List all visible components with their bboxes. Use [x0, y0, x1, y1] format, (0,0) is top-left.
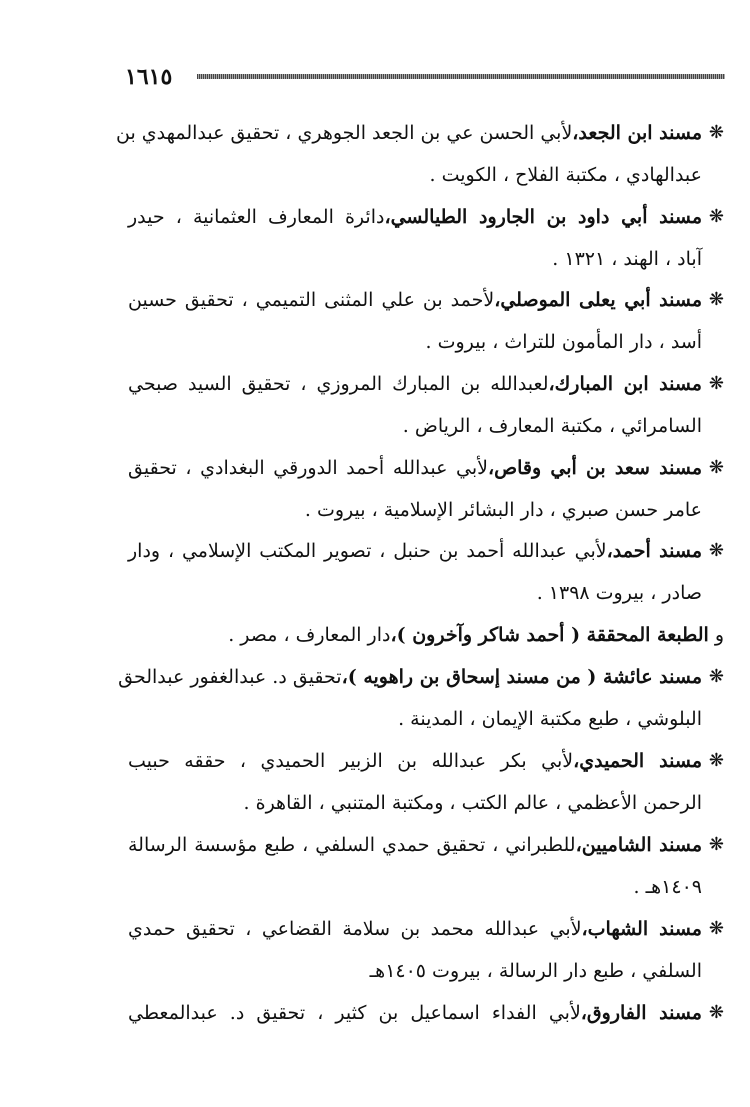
list-item-continuation	[0, 783, 750, 823]
bullet-icon: ❋	[708, 122, 724, 143]
entry-title: مسند أبي داود بن الجارود الطيالسي،	[384, 206, 702, 228]
bullet-icon: ❋	[708, 834, 724, 855]
list-item	[0, 280, 750, 320]
entry-text: دار المعارف ، مصر .	[228, 624, 391, 646]
entry-text: عامر حسن صبري ، دار البشائر الإسلامية ، بيروت .	[304, 499, 702, 521]
entry-line	[128, 280, 702, 320]
entry-title: مسند عائشة ( من مسند إسحاق بن راهويه )،	[341, 666, 702, 688]
bullet-icon: ❋	[708, 289, 724, 310]
list-item	[0, 364, 750, 404]
entry-text: البلوشي ، طبع مكتبة الإيمان ، المدينة .	[398, 708, 702, 730]
entry-text: الرحمن الأعظمي ، عالم الكتب ، ومكتبة المتنبي ، القاهرة .	[243, 792, 702, 814]
entry-text: عبدالهادي ، مكتبة الفلاح ، الكويت .	[429, 164, 702, 186]
list-item	[0, 825, 750, 865]
bullet-icon: ❋	[708, 457, 724, 478]
list-item	[0, 993, 750, 1033]
entry-text: لأبي عبدالله أحمد الدورقي البغدادي ، تحقيق	[128, 457, 489, 479]
entry-title: مسند ابن الجعد،	[572, 122, 702, 144]
entry-text: للطبراني ، تحقيق حمدي السلفي ، طبع مؤسسة الرسالة	[128, 834, 576, 856]
entry-text: دائرة المعارف العثمانية ، حيدر	[128, 206, 385, 228]
list-item-continuation	[0, 867, 750, 907]
entry-text: صادر ، بيروت ١٣٩٨ .	[536, 582, 702, 604]
entry-text: آباد ، الهند ، ١٣٢١ .	[552, 248, 702, 270]
entry-title: مسند سعد بن أبي وقاص،	[488, 457, 703, 479]
bullet-icon: ❋	[708, 540, 724, 561]
bullet-icon: ❋	[708, 750, 724, 771]
entry-title: مسند أبي يعلى الموصلي،	[494, 289, 702, 311]
entry-line	[128, 741, 702, 781]
list-item-continuation	[0, 406, 750, 446]
entry-text: لعبدالله بن المبارك المروزي ، تحقيق السيد صبحي	[128, 373, 549, 395]
entry-text: لأبي الفداء اسماعيل بن كثير ، تحقيق د. عبدالمعطي	[128, 1002, 581, 1024]
entry-line	[128, 825, 702, 865]
entry-title: مسند الحميدي،	[573, 750, 702, 772]
header-rule	[197, 74, 725, 79]
entry-text: لأبي عبدالله محمد بن سلامة القضاعي ، تحقيق حمدي	[128, 918, 582, 940]
list-item	[0, 531, 750, 571]
entry-line	[128, 197, 702, 237]
entry-text: لأحمد بن علي المثنى التميمي ، تحقيق حسين	[128, 289, 495, 311]
list-item	[0, 615, 750, 655]
entry-title: مسند الشهاب،	[581, 918, 702, 940]
list-item-continuation	[0, 490, 750, 530]
list-item-continuation	[0, 699, 750, 739]
list-item	[0, 657, 750, 697]
list-item-continuation	[0, 951, 750, 991]
entry-line	[128, 993, 702, 1033]
entry-line	[128, 364, 702, 404]
list-item	[0, 448, 750, 488]
entry-text: تحقيق د. عبدالغفور عبدالحق	[118, 666, 342, 688]
entry-line	[115, 113, 702, 153]
list-item-continuation	[0, 573, 750, 613]
list-item-continuation	[0, 155, 750, 195]
entry-title: مسند ابن المبارك،	[548, 373, 702, 395]
entry-prefix: و	[714, 624, 724, 646]
entry-text: أسد ، دار المأمون للتراث ، بيروت .	[425, 331, 702, 353]
bullet-icon: ❋	[708, 918, 724, 939]
entry-text: لأبي الحسن عي بن الجعد الجوهري ، تحقيق عبدالمهدي بن	[115, 122, 573, 144]
list-item-continuation	[0, 239, 750, 279]
entry-line	[128, 909, 702, 949]
entry-title: مسند الفاروق،	[580, 1002, 702, 1024]
list-item	[0, 909, 750, 949]
bullet-icon: ❋	[708, 373, 724, 394]
bullet-icon: ❋	[708, 206, 724, 227]
list-item	[0, 197, 750, 237]
entry-text: السامرائي ، مكتبة المعارف ، الرياض .	[402, 415, 702, 437]
entry-text: لأبي بكر عبدالله بن الزبير الحميدي ، حققه حبيب	[128, 750, 574, 772]
entry-title: مسند أحمد،	[606, 540, 703, 562]
entry-line	[128, 531, 702, 571]
list-item	[0, 113, 750, 153]
bullet-icon: ❋	[708, 1002, 724, 1023]
entry-line	[118, 657, 702, 697]
entry-title: الطبعة المحققة ( أحمد شاكر وآخرون )،	[390, 624, 709, 646]
list-item-continuation	[0, 322, 750, 362]
entry-line	[128, 448, 702, 488]
entry-text: ١٤٠٩هـ .	[633, 876, 702, 898]
entry-text: لأبي عبدالله أحمد بن حنبل ، تصوير المكتب الإسلامي ، ودار	[128, 540, 607, 562]
entry-title: مسند الشاميين،	[575, 834, 702, 856]
bullet-icon: ❋	[708, 666, 724, 687]
entry-line	[228, 615, 724, 655]
list-item	[0, 741, 750, 781]
entry-text: السلفي ، طبع دار الرسالة ، بيروت ١٤٠٥هـ	[369, 960, 702, 982]
page-number: ١٦١٥	[125, 64, 173, 90]
page-header	[125, 62, 725, 92]
